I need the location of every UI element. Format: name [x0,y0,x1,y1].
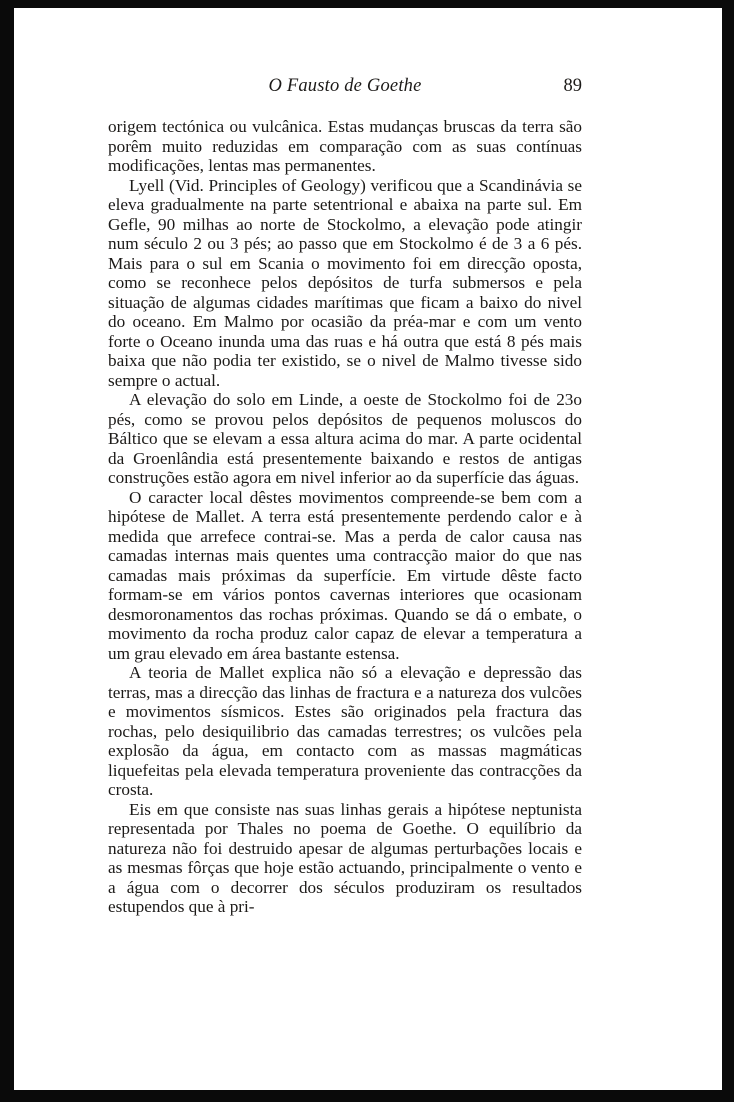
body-text [108,117,582,917]
running-title: O Fausto de Goethe [268,76,422,96]
paragraph-neptunist: Eis em que consiste nas suas linhas gerais a hipótese neptunista representada por Thales no poema de Goethe. O equilíbrio da natureza não foi destruido apesar de algumas perturbações locais e as mesmas fôrças que hoje estão actuando, principalmente o vento e a água com o decorrer dos séculos produziram os resultados estupendos que à pri- [108,799,582,916]
scan-border-right [722,0,734,1102]
paragraph-linde: A elevação do solo em Linde, a oeste de Stockolmo foi de 23o pés, como se provou pelos depósitos de pequenos moluscos do Báltico que se elevam a essa altura acima do mar. A parte ocidental da Groenlândia está presentemente baixando e restos de antigas construções estão agora em nivel inferior ao da superfície das águas. [108,390,582,487]
paragraph-continued: origem tectónica ou vulcânica. Estas mudanças bruscas da terra são porêm muito reduzidas em comparação com as suas contínuas modificações, lentas mas permanentes. [108,117,582,175]
page-number: 89 [563,76,582,96]
paragraph-lyell: Lyell (Vid. Principles of Geology) verificou que a Scandinávia se eleva gradualmente na parte setentrional e abaixa na parte sul. Em Gefle, 90 milhas ao norte de Stockolmo, a elevação pode atingir num século 2 ou 3 pés; ao passo que em Stockolmo é de 3 a 6 pés. Mais para o sul em Scania o movimento foi em direcção oposta, como se reconhece pelos depósitos de turfa submersos e pela situação de algumas cidades marítimas que ficam a baixo do nivel do oceano. Em Malmo por ocasião da préa-mar e com um vento forte o Oceano inunda uma das ruas e há outra que está 8 pés mais baixa que não podia ter existido, se o nivel de Malmo tivesse sido sempre o actual. [108,175,582,390]
paragraph-mallet-theory: A teoria de Mallet explica não só a elevação e depressão das terras, mas a direcção das linhas de fractura e a natureza dos vulcões e movimentos sísmicos. Estes são originados pela fractura das rochas, pelo desiquilibrio das camadas terrestres; os vulcões pela explosão da água, em contacto com as massas magmáticas liquefeitas pela elevada temperatura proveniente das contracções da crosta. [108,663,582,799]
scan-border-top [0,0,734,8]
scan-border-bottom [0,1090,734,1102]
page-content [108,72,582,917]
running-header [108,72,582,106]
scan-border-left [0,0,14,1102]
paragraph-mallet-hypothesis: O caracter local dêstes movimentos compreende-se bem com a hipótese de Mallet. A terra está presentemente perdendo calor e à medida que arrefece contrai-se. Mas a perda de calor causa nas camadas internas mais quentes uma contracção maior do que nas camadas mais próximas da superfície. Em virtude dêste facto formam-se em vários pontos cavernas interiores que ocasionam desmoronamentos das rochas próximas. Quando se dá o embate, o movimento da rocha produz calor capaz de elevar a temperatura a um grau elevado em área bastante estensa. [108,487,582,663]
